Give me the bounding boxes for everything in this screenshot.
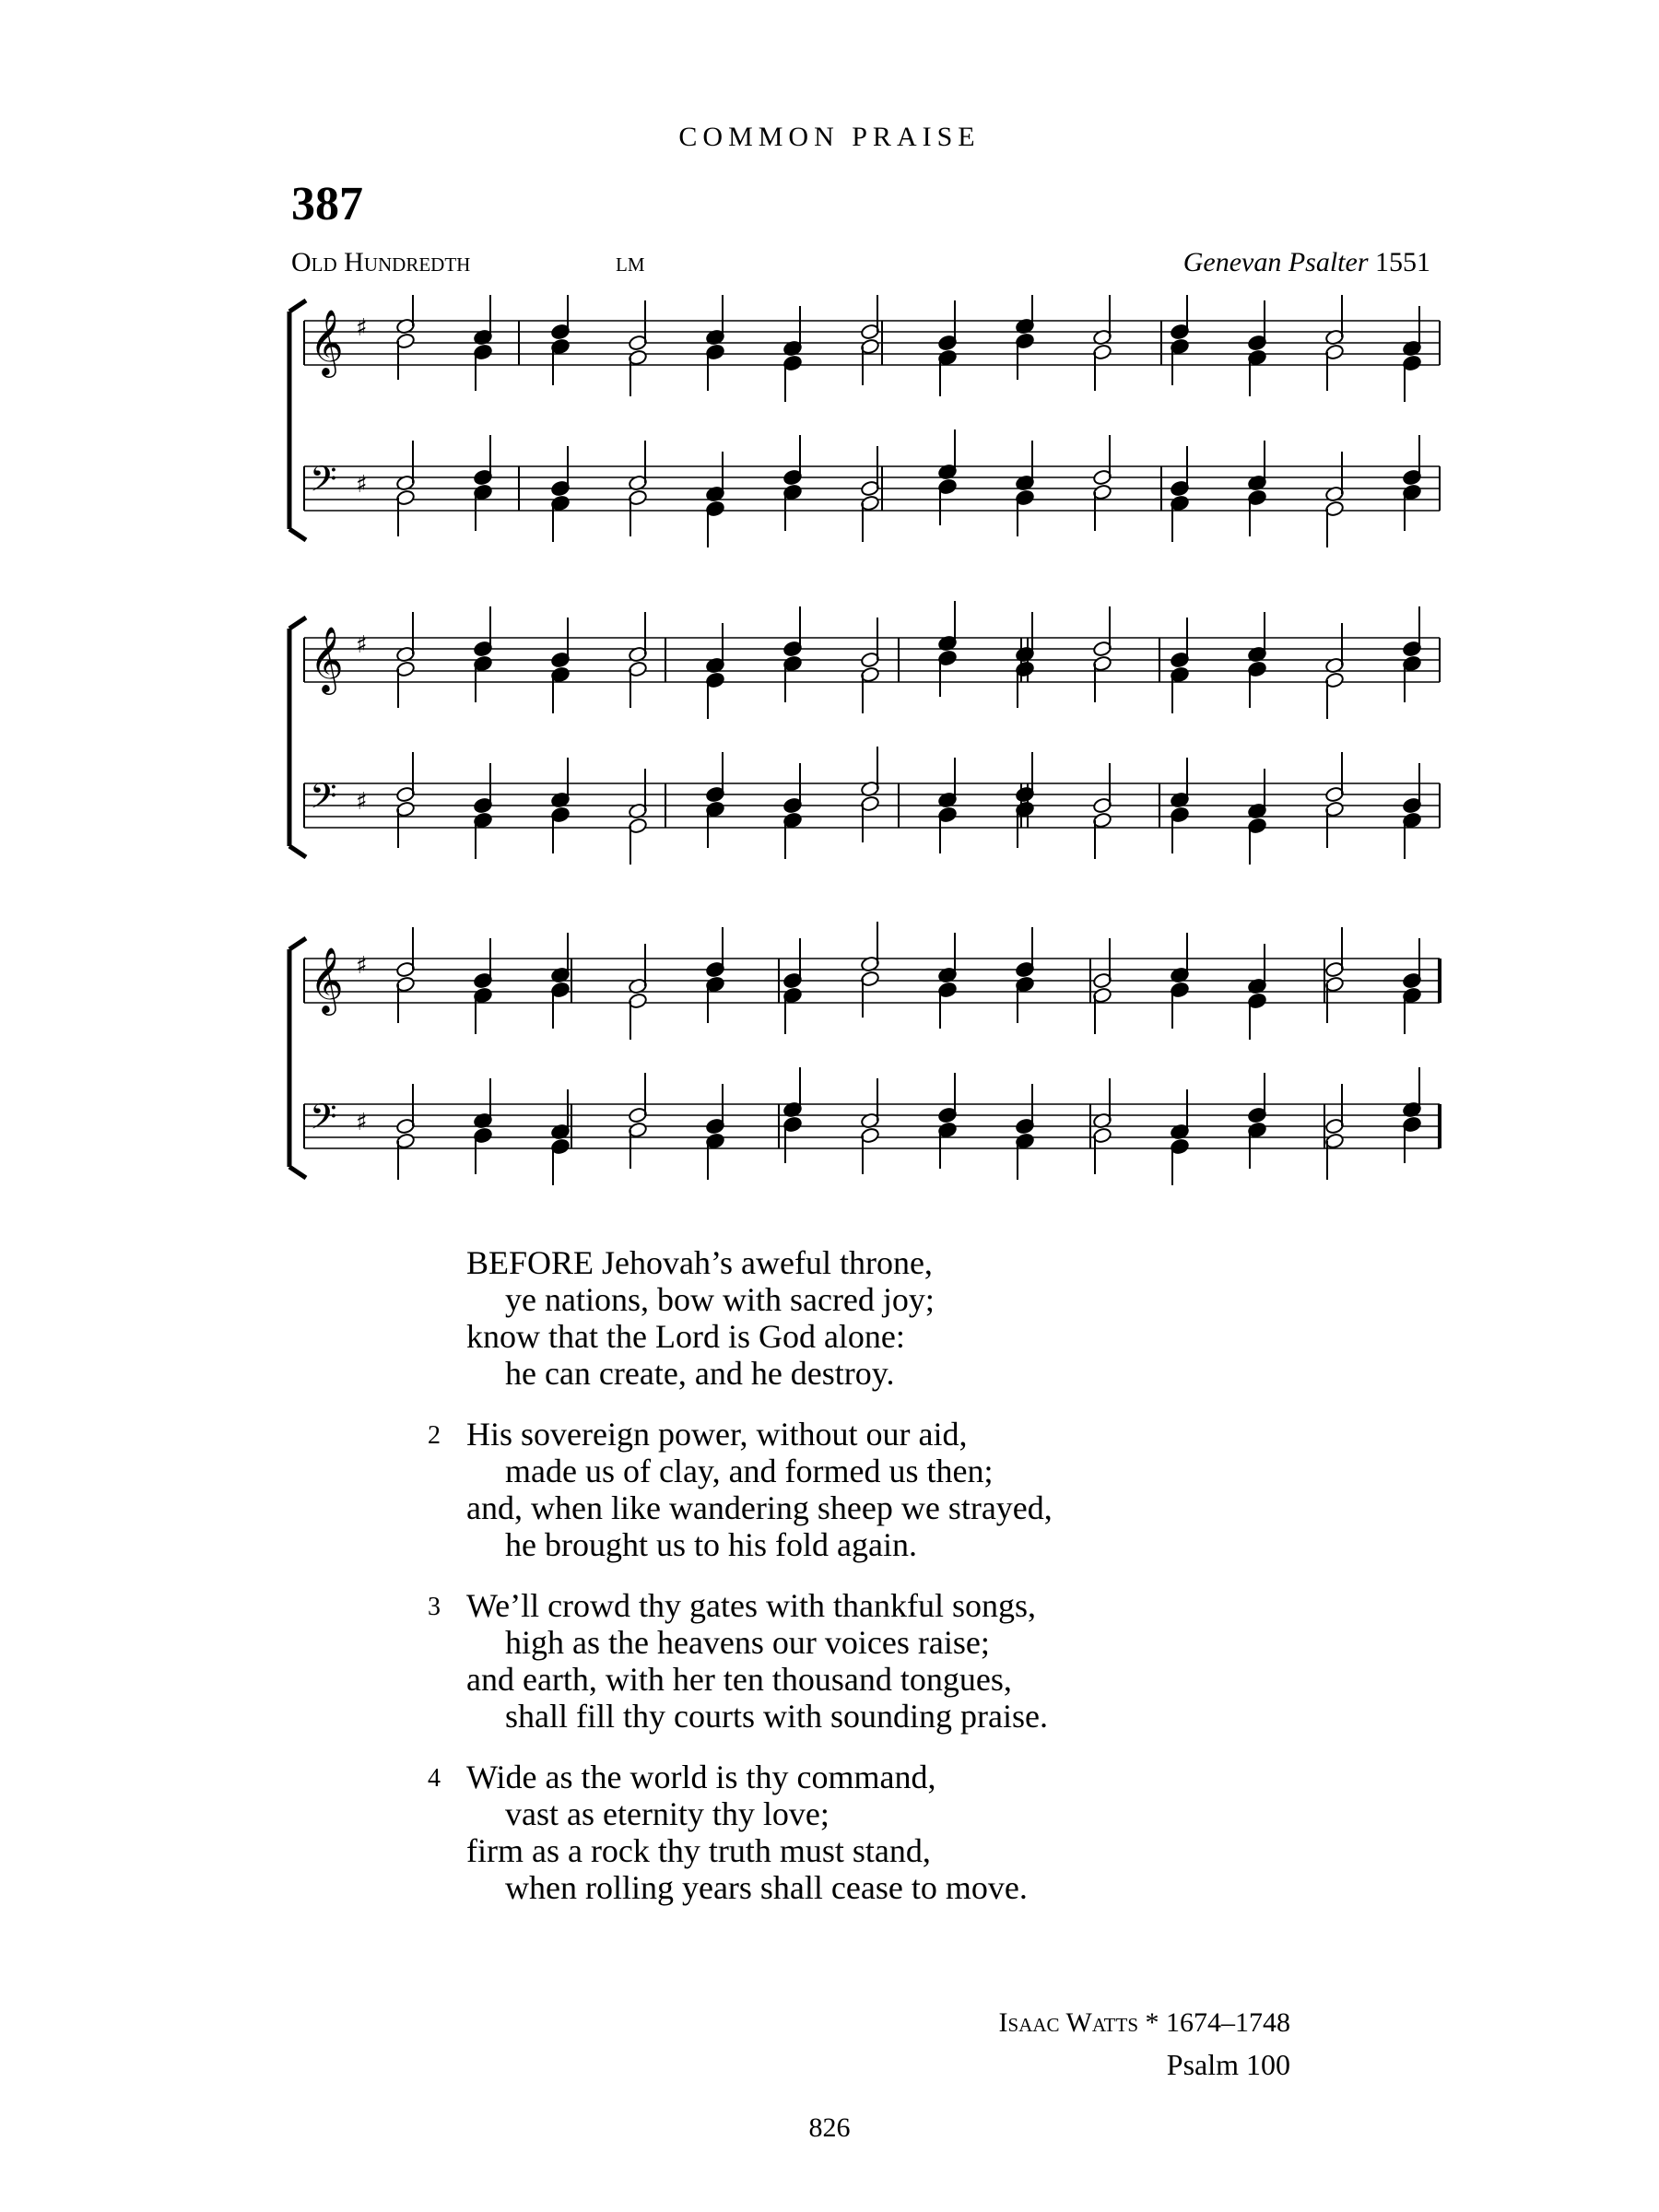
meter: lm xyxy=(616,247,645,277)
verse-line: vast as eternity thy love; xyxy=(505,1795,830,1832)
treble-clef-icon: 𝄞 xyxy=(310,308,344,375)
music-source-name: Genevan Psalter xyxy=(1182,247,1369,277)
verse-number: 3 xyxy=(428,1593,441,1621)
hymn-number: 387 xyxy=(291,178,363,230)
tune-name: Old Hundredth xyxy=(291,247,471,277)
key-signature-sharp-icon: ♯ xyxy=(356,788,368,816)
treble-clef-icon: 𝄞 xyxy=(310,946,344,1013)
bass-clef-icon: 𝄢 xyxy=(310,775,337,825)
verse xyxy=(466,1244,1388,1392)
lyrics xyxy=(428,1244,1388,1930)
bass-clef-icon: 𝄢 xyxy=(310,458,337,508)
verse-line: His sovereign power, without our aid, xyxy=(466,1416,968,1453)
verse-number: 2 xyxy=(428,1421,441,1450)
key-signature-sharp-icon: ♯ xyxy=(356,631,368,659)
text-source: Psalm 100 xyxy=(1166,2048,1290,2081)
verse-line: high as the heavens our voices raise; xyxy=(505,1624,990,1661)
page-number: 826 xyxy=(808,2112,851,2143)
treble-clef-icon: 𝄞 xyxy=(310,625,344,692)
music-source-year: 1551 xyxy=(1375,247,1430,277)
verse-line: he brought us to his fold again. xyxy=(505,1526,917,1563)
key-signature-sharp-icon: ♯ xyxy=(356,952,368,980)
author-dates: 1674–1748 xyxy=(1166,2007,1290,2038)
verse-line: and, when like wandering sheep we strayed, xyxy=(466,1489,1053,1526)
verse-line: made us of clay, and formed us then; xyxy=(505,1453,994,1489)
music-source xyxy=(1183,247,1430,278)
verse xyxy=(428,1587,1388,1735)
verse-line: shall fill thy courts with sounding praise. xyxy=(505,1698,1048,1735)
verse-number: 4 xyxy=(428,1764,441,1793)
key-signature-sharp-icon: ♯ xyxy=(356,1109,368,1136)
author-mark: * xyxy=(1145,2007,1159,2038)
verse-line: ye nations, bow with sacred joy; xyxy=(505,1281,935,1318)
verse-line: Wide as the world is thy command, xyxy=(466,1759,936,1795)
key-signature-sharp-icon: ♯ xyxy=(356,314,368,342)
verse-line: We’ll crowd thy gates with thankful songs, xyxy=(466,1587,1036,1624)
running-title: COMMON PRAISE xyxy=(678,122,981,152)
music-score xyxy=(276,295,1456,1226)
verse xyxy=(428,1416,1388,1563)
author-name: Isaac Watts xyxy=(998,2007,1138,2038)
author-credit xyxy=(999,2007,1290,2039)
verse-line: BEFORE Jehovah’s aweful throne, xyxy=(466,1244,933,1281)
verse-line: and earth, with her ten thousand tongues, xyxy=(466,1661,1012,1698)
verse xyxy=(428,1759,1388,1906)
bass-clef-icon: 𝄢 xyxy=(310,1096,337,1146)
verse-line: when rolling years shall cease to move. xyxy=(505,1869,1028,1906)
verse-line: know that the Lord is God alone: xyxy=(466,1318,905,1355)
verse-line: he can create, and he destroy. xyxy=(505,1355,895,1392)
verse-line: firm as a rock thy truth must stand, xyxy=(466,1832,931,1869)
key-signature-sharp-icon: ♯ xyxy=(356,471,368,499)
